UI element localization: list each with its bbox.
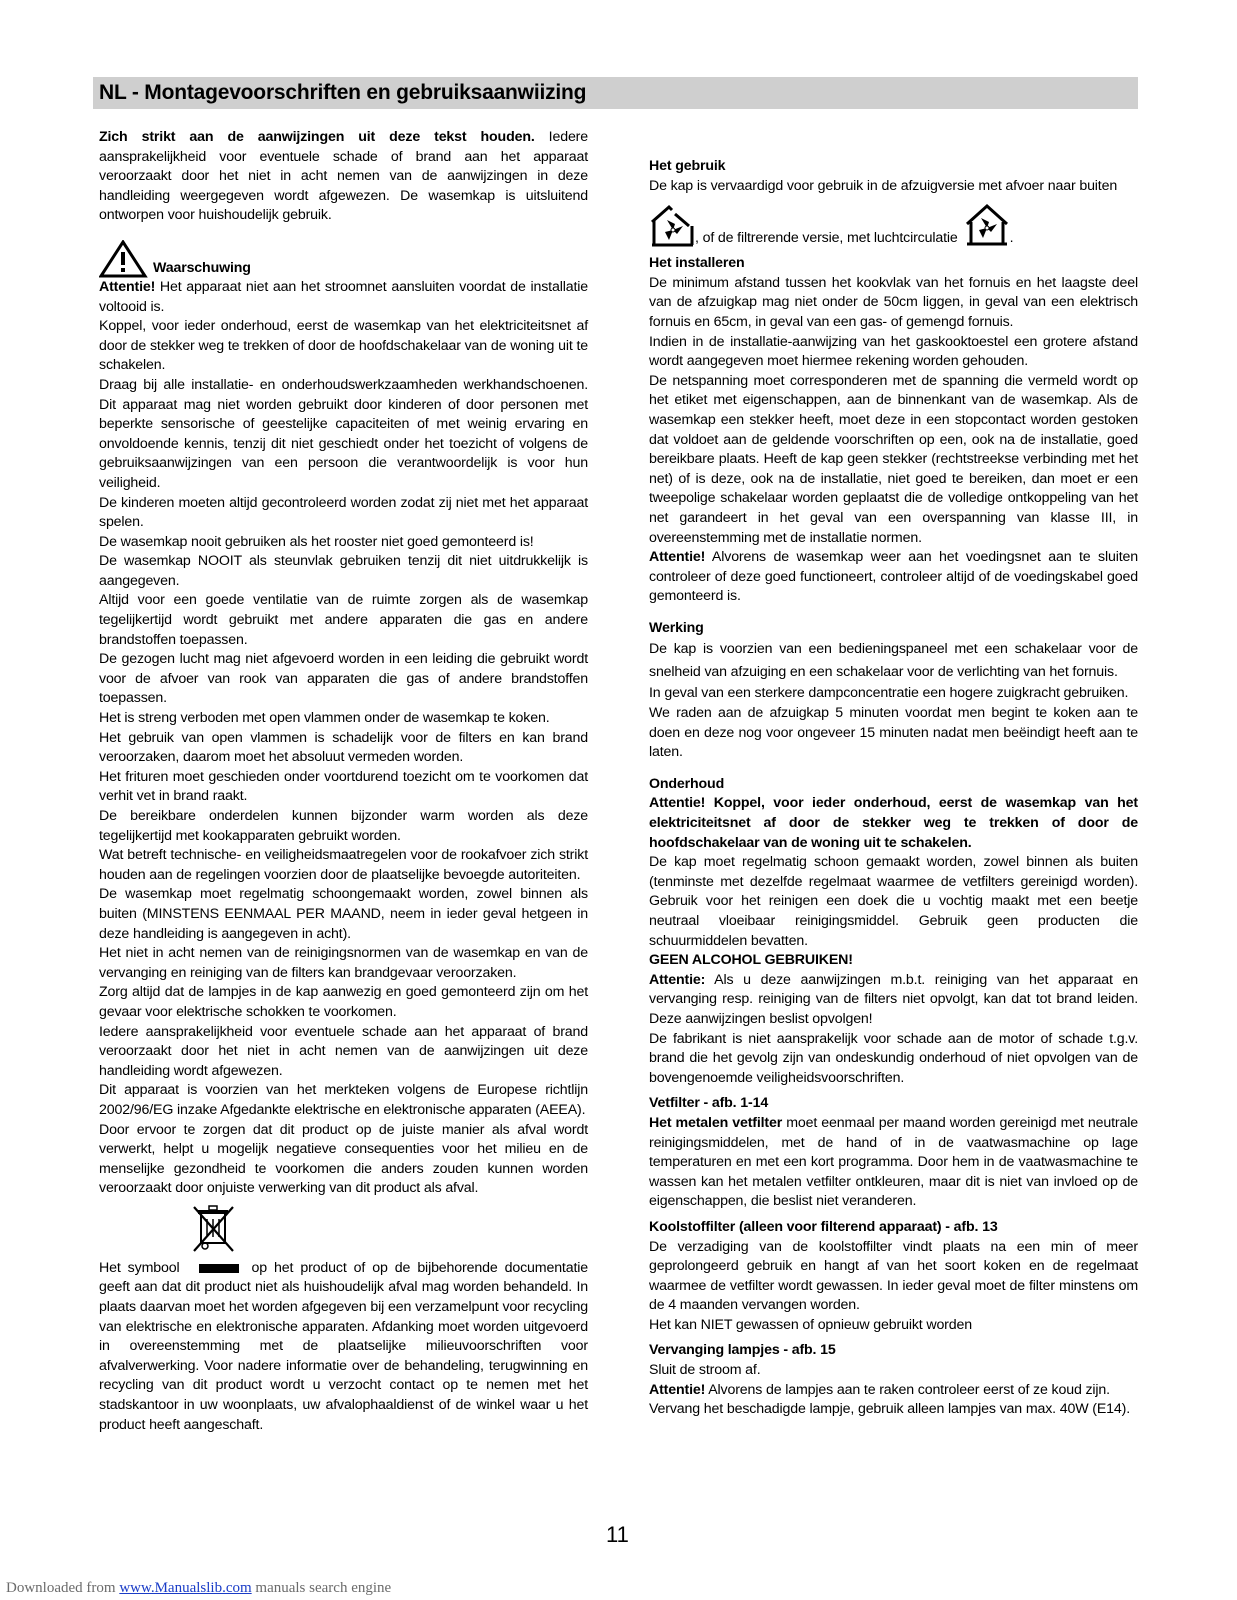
attentie-paragraph	[99, 278, 588, 317]
warning-paragraph: Altijd voor een goede ventilatie van de ruimte zorgen als de wasemkap tegelijkertijd wordt gebruikt met andere apparaten die gas en andere brandstoffen toepassen.	[99, 592, 588, 648]
gebruik-end: .	[1009, 229, 1014, 246]
warning-paragraph: De kinderen moeten altijd gecontroleerd worden zodat zij niet met het apparaat spelen.	[99, 494, 588, 531]
warning-paragraph: Door ervoor te zorgen dat dit product op de juiste manier als afval wordt verwerkt, helpt u mogelijk negatieve consequenties voor het milieu en de menselijke gezondheid te voorkomen die anders zouden kunnen worden veroorzaakt door onjuiste verwerking van dit product als afval.	[99, 1121, 588, 1197]
download-footer	[6, 1580, 391, 1597]
attentie-label: Attentie!	[649, 1381, 706, 1398]
warning-paragraph: Het is streng verboden met open vlammen onder de wasemkap te koken.	[99, 710, 550, 727]
section-title-gebruik: Het gebruik	[649, 158, 726, 174]
vetfilter-text: moet eenmaal per maand worden gereinigd met neutrale reinigingsmiddelen, met de hand of in de vaatwasmachine op lage temperaturen en met een kort programma. Door hem in de vaatwasmachine te wassen kan het metalen vetfilter ontkleuren, maar dit is niet van invloed op de eigenschappen, die beslist niet veranderen.	[649, 1114, 1138, 1210]
warning-triangle-icon	[99, 240, 151, 278]
section-title-onderhoud: Onderhoud	[649, 775, 725, 792]
warning-paragraph: Dit apparaat is voorzien van het merkteken volgens de Europese richtlijn 2002/96/EG inzake Afgedankte elektrische en elektronische apparaten (AEEA).	[99, 1082, 588, 1118]
warning-paragraph: De wasemkap NOOIT als steunvlak gebruiken tenzij dit niet uitdrukkelijk is aangegeven.	[99, 553, 588, 589]
section-title-koolstoffilter: Koolstoffilter (alleen voor filterend apparaat) - afb. 13	[649, 1218, 998, 1235]
werking-paragraph: In geval van een sterkere dampconcentratie een hogere zuigkracht gebruiken.	[649, 685, 1129, 702]
installeren-paragraph: Indien in de installatie-aanwijzing van het gaskooktoestel een grotere afstand wordt aangegeven moet hiermee rekening worden gehouden.	[649, 333, 1138, 370]
intro-bold: Zich strikt aan de aanwijzingen uit deze tekst houden.	[99, 129, 535, 145]
warning-paragraph: Het frituren moet geschieden onder voortdurend toezicht om te voorkomen dat verhit vet in brand raakt.	[99, 768, 588, 805]
warning-paragraph: Dit apparaat mag niet worden gebruikt door kinderen of door personen met beperkte sensorische of geestelijke capaciteiten of met weinig ervaring en onvoldoende kennis, tenzij dit niet geschiedt onder het toezicht of volgens de gebruiksaanwijzingen van een persoon die verantwoordelijk is voor hun veiligheid.	[99, 396, 588, 491]
vetfilter-bold: Het metalen vetfilter	[649, 1114, 783, 1131]
gebruik-mid: , of de filtrerende versie, met luchtcirculatie	[695, 229, 958, 246]
onderhoud-fabrikant: De fabrikant is niet aansprakelijk voor schade aan de motor of schade t.g.v. brand die het gevolg zijn van ondeskundig onderhoud of niet opvolgen van de bovengenoemde veiligheidsvoorschriften.	[649, 1030, 1138, 1086]
weee-symbol-block	[99, 1203, 588, 1259]
house-recirculation-icon	[964, 202, 1010, 248]
attentie-label: Attentie!	[649, 549, 706, 566]
warning-heading	[99, 240, 588, 278]
intro-text: Iedere aansprakelijkheid voor eventuele schade of brand aan het apparaat veroorzaakt door het niet in acht nemen van de aanwijzingen in deze handleiding weergegeven wordt afgewezen. De wasemkap is uitsluitend ontworpen voor huishoudelijk gebruik.	[99, 129, 588, 224]
werking-paragraph: We raden aan de afzuigkap 5 minuten voordat men begint te koken aan te doen en deze nog voor ongeveer 15 minuten nadat men beëindigt heeft aan te laten.	[649, 705, 1138, 761]
right-column	[649, 157, 1138, 1420]
lampjes-attentie	[649, 1381, 1138, 1401]
onderhoud-text: De kap moet regelmatig schoon gemaakt worden, zowel binnen als buiten (tenminste met dezelfde regelmaat waarmee de vetfilters gereinigd worden). Gebruik voor het reinigen een doek die u vochtig maakt met een beetje neutraal vloeibaar reinigingsmiddel. Gebruik geen producten die schuurmiddelen bevatten.	[649, 854, 1138, 949]
warning-paragraph: Koppel, voor ieder onderhoud, eerst de wasemkap van het elektriciteitsnet af door de stekker weg te trekken of door de hoofdschakelaar van de woning uit te schakelen.	[99, 318, 588, 374]
koolstoffilter-text: De verzadiging van de koolstoffilter vindt plaats na een min of meer geprolongeerd gebruik en hangt af van het soort koken en de regelmaat waarmee de vetfilter wordt gewassen. In ieder geval moet de filter minstens om de 4 maanden vervangen worden.	[649, 1238, 1138, 1314]
intro-paragraph	[99, 128, 588, 226]
symbol-pre: Het symbool	[99, 1259, 180, 1276]
warning-paragraph: Het niet in acht nemen van de reinigingsnormen van de wasemkap en van de vervanging en reiniging van de filters kan brandgevaar veroorzaken.	[99, 945, 588, 981]
footer-prefix: Downloaded from	[6, 1580, 120, 1596]
attentie-text: Als u deze aanwijzingen m.b.t. reiniging van het apparaat en vervanging resp. reiniging van de filters niet opvolgt, kan dat tot brand leiden. Deze aanwijzingen beslist opvolgen!	[649, 971, 1138, 1027]
warning-paragraph: Het gebruik van open vlammen is schadelijk voor de filters en kan brand veroorzaken, daarom moet het absoluut vermeden worden.	[99, 729, 588, 766]
attentie-label: Attentie:	[649, 971, 706, 988]
warning-paragraph: De bereikbare onderdelen kunnen bijzonder warm worden als deze tegelijkertijd met kookapparaten gebruikt worden.	[99, 808, 588, 844]
attentie-text: Alvorens de lampjes aan te raken controleer eerst of ze koud zijn.	[705, 1381, 1110, 1398]
weee-bar-icon	[199, 1264, 239, 1273]
installeren-attentie	[649, 548, 1138, 607]
symbol-post: op het product of op de bijbehorende documentatie geeft aan dat dit product niet als huishoudelijk afval mag worden behandeld. In plaats daarvan moet het worden afgegeven bij een verzamelpunt voor recycling van elektrische en elektronische apparaten. Afdanking moet worden uitgevoerd in overeenstemming met de plaatselijke milieuvoorschriften voor afvalverwerking. Voor nadere informatie over de behandeling, terugwinning en recycling van dit product wordt u verzocht contact op te nemen met het stadskantoor in uw woonplaats, uw afvalophaaldienst of de winkel waar u het product heeft aangeschaft.	[99, 1259, 588, 1433]
onderhoud-warning: Attentie! Koppel, voor ieder onderhoud, eerst de wasemkap van het elektriciteitsnet af door de stekker weg te trekken of door de hoofdschakelaar van de woning uit te schakelen.	[649, 795, 1138, 851]
warning-paragraph: Zorg altijd dat de lampjes in de kap aanwezig en goed gemonteerd zijn om het gevaar voor elektrische schokken te voorkomen.	[99, 984, 588, 1020]
manualslib-link[interactable]: www.Manualslib.com	[119, 1580, 252, 1596]
section-title-lampjes: Vervanging lampjes - afb. 15	[649, 1342, 836, 1359]
gebruik-text: De kap is vervaardigd voor gebruik in de afzuigversie met afvoer naar buiten	[649, 177, 1118, 194]
lampjes-text2: Vervang het beschadigde lampje, gebruik alleen lampjes van max. 40W (E14).	[649, 1401, 1131, 1418]
attentie-text: Alvorens de wasemkap weer aan het voedingsnet aan te sluiten controleer of deze goed functioneert, controleer altijd of de voedingskabel goed gemonteerd is.	[649, 549, 1138, 605]
vetfilter-paragraph	[649, 1114, 1138, 1212]
warning-paragraph: De wasemkap moet regelmatig schoongemaakt worden, zowel binnen als buiten (MINSTENS EENMAAL PER MAAND, neem in ieder geval hetgeen in deze handleiding is aangegeven in acht).	[99, 886, 588, 942]
installeren-paragraph: De minimum afstand tussen het kookvlak van het fornuis en het laagste deel van de afzuigkap mag niet onder de 50cm liggen, in geval van een elektrisch fornuis en 65cm, in geval van een gas- of gemengd fornuis.	[649, 274, 1138, 330]
crossed-out-wheelie-bin-icon	[191, 1203, 237, 1255]
footer-suffix: manuals search engine	[251, 1580, 392, 1596]
section-title-vetfilter: Vetfilter - afb. 1-14	[649, 1095, 769, 1112]
section-title-installeren: Het installeren	[649, 255, 745, 272]
geen-alcohol: GEEN ALCOHOL GEBRUIKEN!	[649, 952, 853, 969]
warning-paragraph: De wasemkap nooit gebruiken als het rooster niet goed gemonteerd is!	[99, 533, 534, 550]
left-column	[99, 128, 588, 1435]
page-title: NL - Montagevoorschriften en gebruiksaanwiizing	[93, 77, 1138, 109]
warning-paragraph: Draag bij alle installatie- en onderhoudswerkzaamheden werkhandschoenen.	[99, 376, 588, 393]
koolstoffilter-text2: Het kan NIET gewassen of opnieuw gebruikt worden	[649, 1316, 972, 1333]
page-number: 11	[606, 1522, 629, 1547]
warning-paragraph: Iedere aansprakelijkheid voor eventuele schade aan het apparaat of brand veroorzaakt door het niet in acht nemen van de aanwijzingen uit deze handleiding wordt afgewezen.	[99, 1023, 588, 1079]
house-extraction-icon	[649, 202, 695, 248]
onderhoud-attentie	[649, 971, 1138, 1030]
installeren-paragraph: De netspanning moet corresponderen met de spanning die vermeld wordt op het etiket met eigenschappen, aan de binnenkant van de wasemkap. Als de wasemkap een stekker heeft, moet deze in een stopcontact worden gestoken dat voldoet aan de geldende voorschriften op een, ook na de installatie, goed bereikbare plaats. Heeft de kap geen stekker (rechtstreekse verbinding met het net) of is deze, ook na de installatie, niet goed te bereiken, dan moet er een tweepolige schakelaar worden geplaatst die de volledige ontkoppeling van het net garandeert in het geval van een overspanning van klasse III, in overeenstemming met de installatie normen.	[649, 372, 1138, 546]
attentie-label: Attentie!	[99, 278, 156, 295]
attentie-text: Het apparaat niet aan het stroomnet aansluiten voordat de installatie voltooid is.	[99, 278, 588, 315]
warning-paragraph: Wat betreft technische- en veiligheidsmaatregelen voor de rookafvoer zich strikt houden aan de regelingen voorzien door de plaatselijke bevoegde autoriteiten.	[99, 847, 588, 883]
werking-paragraph: De kap is voorzien van een bedieningspaneel met een schakelaar voor de snelheid van afzuiging en een schakelaar voor de verlichting van het fornuis.	[649, 641, 1138, 681]
symbol-paragraph	[99, 1259, 588, 1435]
lampjes-text: Sluit de stroom af.	[649, 1362, 761, 1379]
warning-title: Waarschuwing	[153, 259, 251, 276]
section-title-werking: Werking	[649, 619, 704, 636]
gebruik-icons-line	[649, 200, 1138, 248]
warning-paragraph: De gezogen lucht mag niet afgevoerd worden in een leiding die gebruikt wordt voor de afvoer van rook van apparaten die gas of andere brandstoffen toepassen.	[99, 651, 588, 707]
